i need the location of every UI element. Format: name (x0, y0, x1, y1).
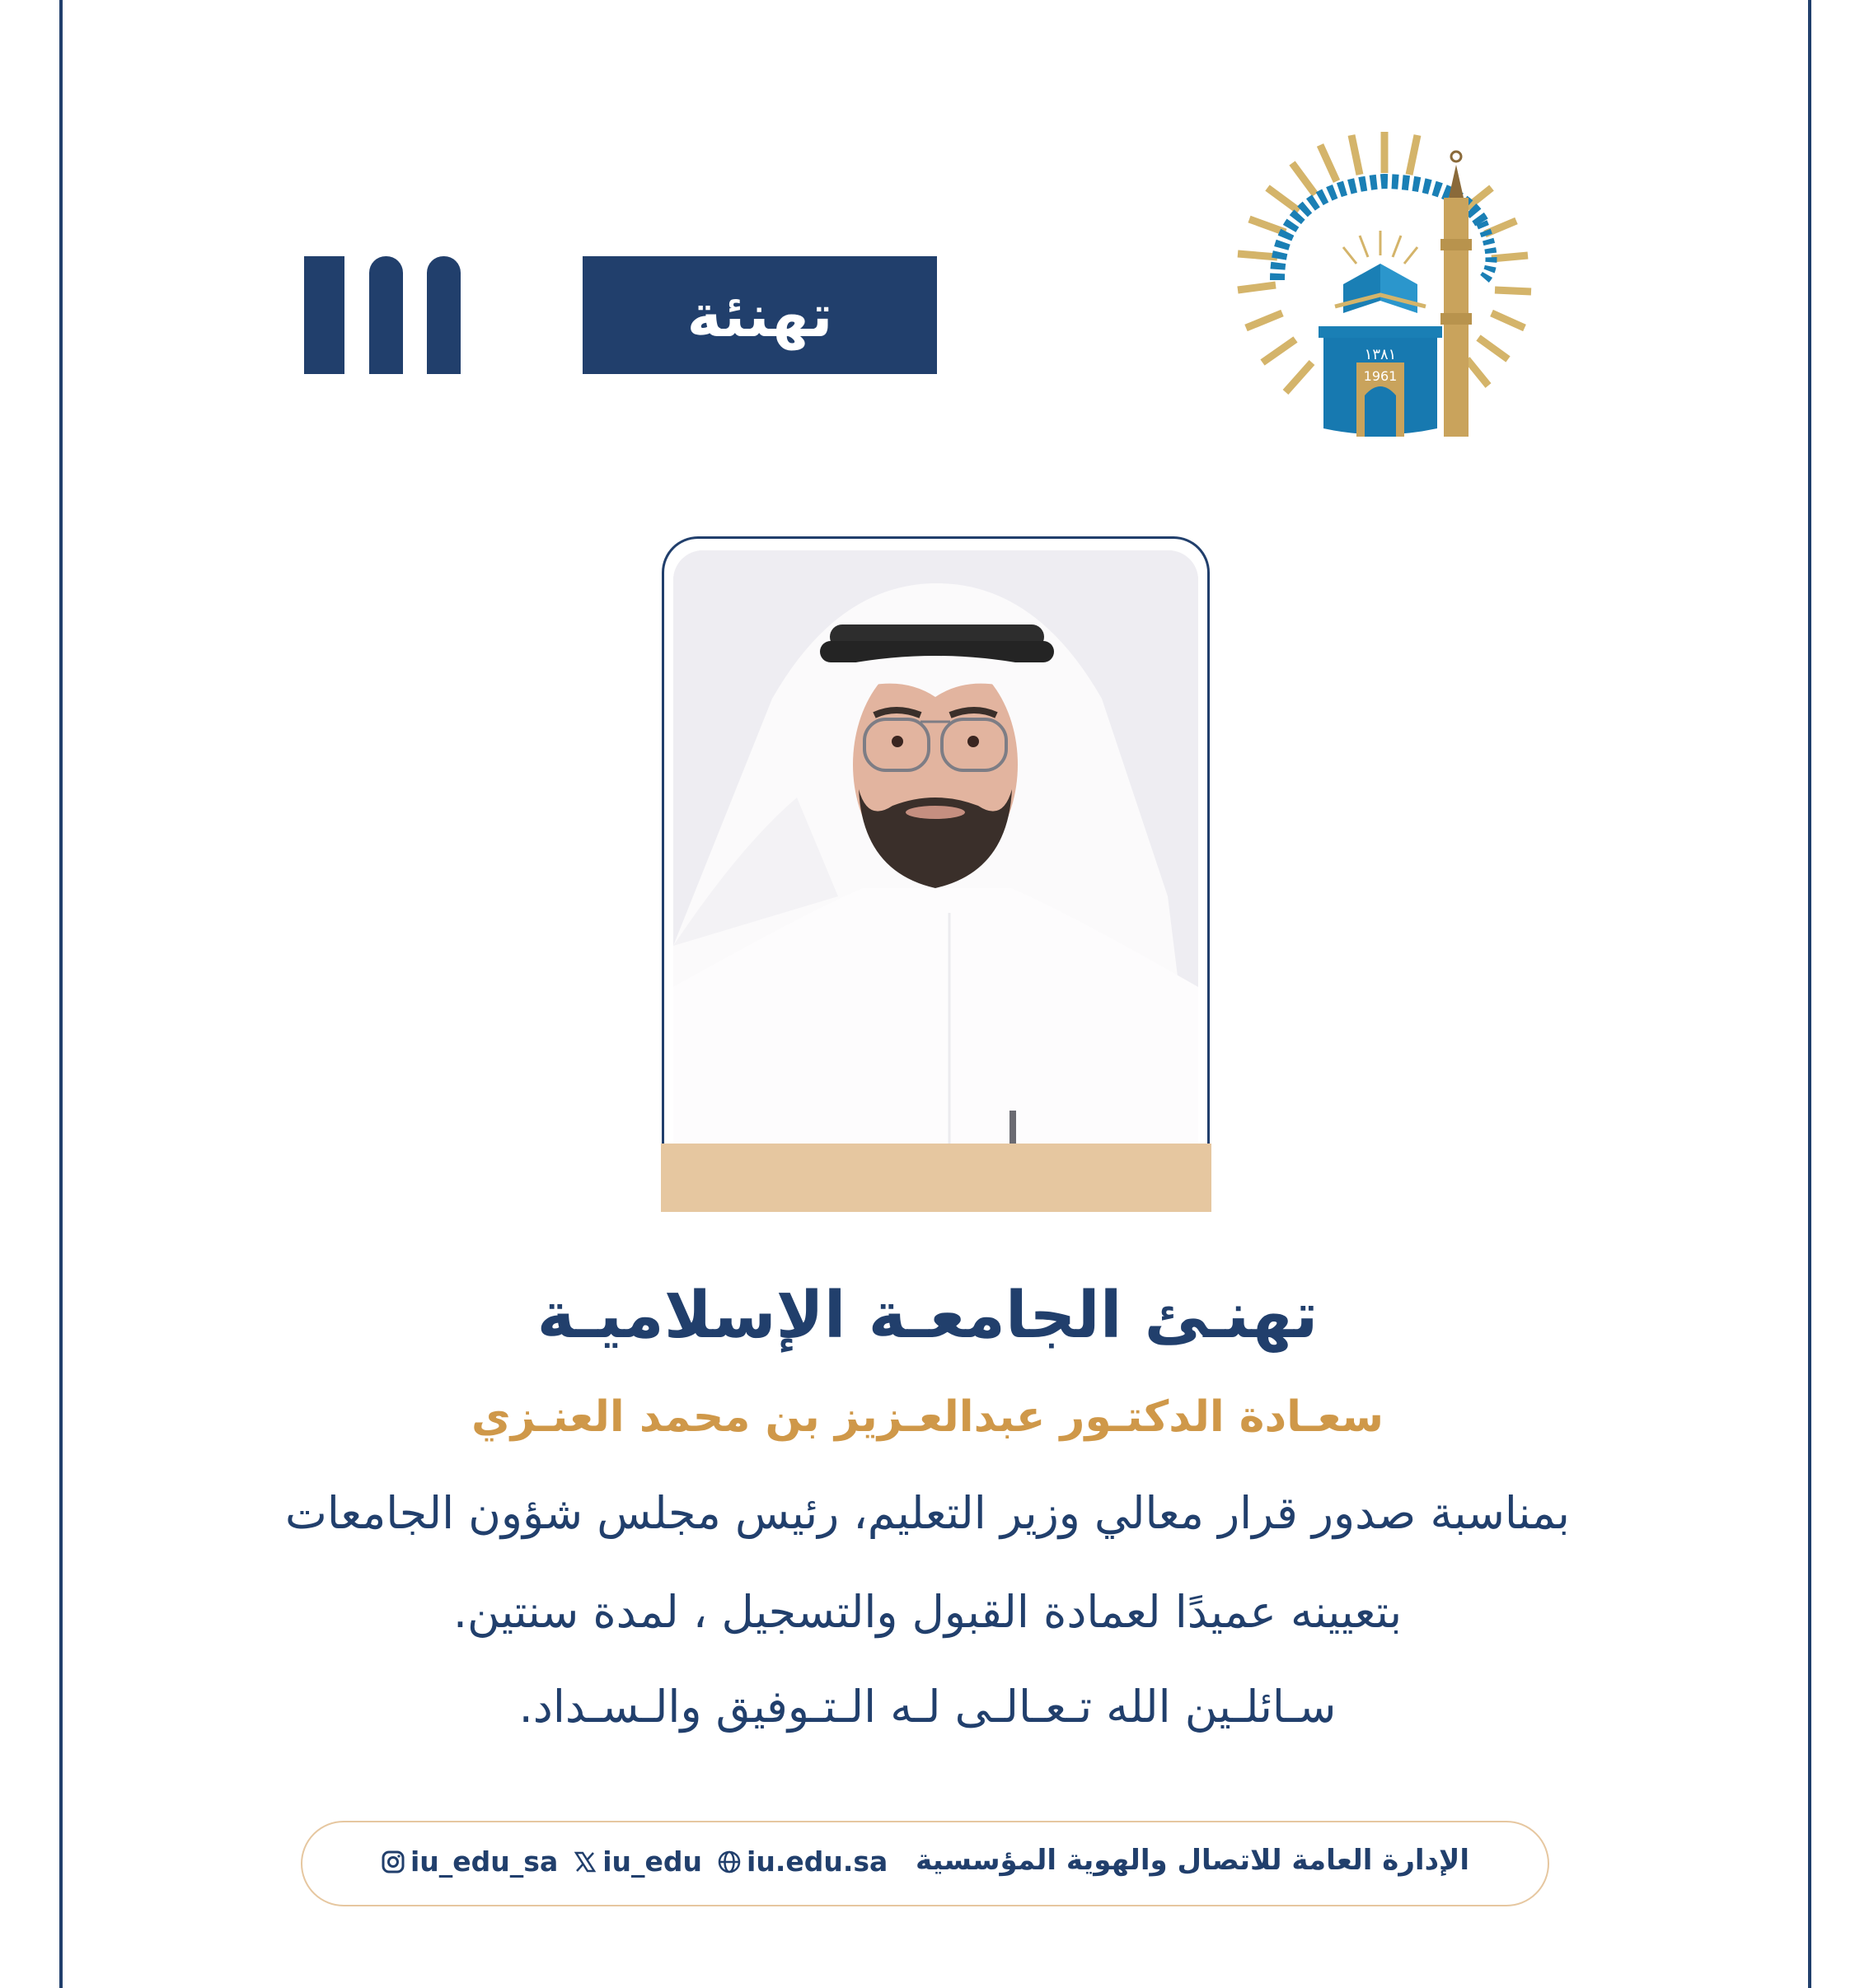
globe-icon (717, 1850, 742, 1874)
honoree-name: سعـادة الدكتـور عبدالعـزيز بن محمد العنـزي (471, 1392, 1384, 1442)
footer-bar (301, 1821, 1549, 1906)
body-line-2: بتعيينه عميدًا لعمادة القبول والتسجيل ، لمدة سنتين. (452, 1586, 1403, 1638)
title-badge-label: تهنئة (686, 280, 833, 350)
body-line-3: سـائلـين الله تـعـالـى لـه الـتـوفيق والـسـداد. (518, 1681, 1337, 1733)
portrait-photo (673, 550, 1198, 1144)
decorative-bar (304, 256, 344, 374)
svg-text:1961: 1961 (1363, 368, 1398, 384)
instagram-link[interactable] (381, 1845, 558, 1878)
x-handle: iu_edu (602, 1845, 703, 1878)
svg-text:١٣٨١: ١٣٨١ (1364, 346, 1397, 363)
x-icon (573, 1850, 597, 1874)
body-line-1: بمناسبة صدور قرار معالي وزير التعليم، رئيس مجلس شؤون الجامعات (285, 1487, 1570, 1539)
headline: تهنـئ الجامعـة الإسلاميـة (536, 1279, 1319, 1353)
instagram-icon (381, 1850, 405, 1874)
decorative-arch (427, 256, 461, 374)
department-name: الإدارة العامة للاتصال والهوية المؤسسية (916, 1844, 1469, 1877)
university-logo (1220, 115, 1549, 453)
social-links (381, 1845, 888, 1878)
title-badge (583, 256, 937, 374)
decorative-arch (369, 256, 403, 374)
photo-caption-bar (661, 1144, 1211, 1212)
instagram-handle: iu_edu_sa (410, 1845, 559, 1878)
website-link[interactable] (717, 1845, 888, 1878)
website-url: iu.edu.sa (747, 1845, 888, 1878)
x-link[interactable] (573, 1845, 702, 1878)
